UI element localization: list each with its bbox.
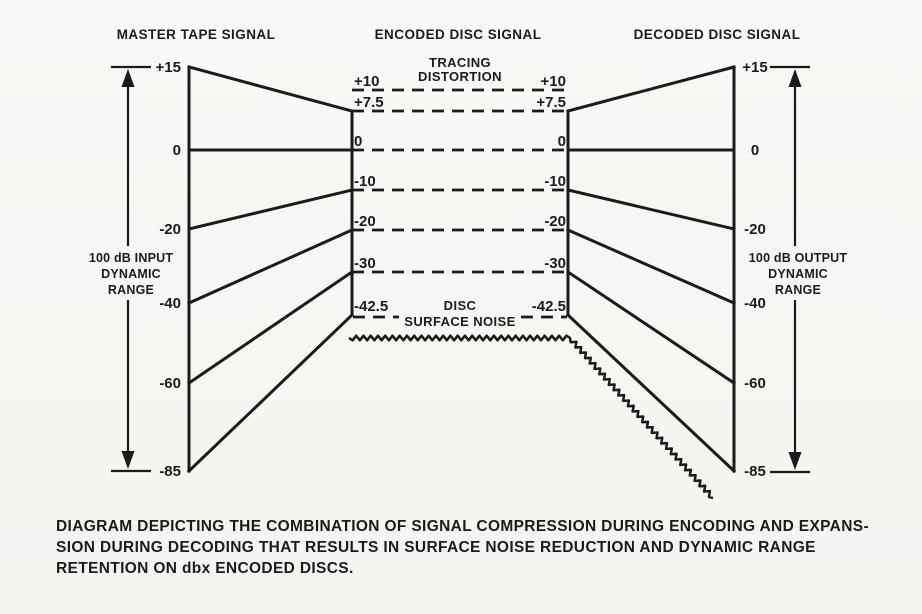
input-tick-label: -85 xyxy=(159,463,181,481)
tracing-distortion-line2: DISTORTION xyxy=(418,68,502,84)
encoded-tick-label-right: -10 xyxy=(544,173,566,190)
input-tick-label: 0 xyxy=(172,142,181,160)
input-range-arrowhead-up-icon xyxy=(122,69,135,87)
expansion-line xyxy=(568,190,734,229)
disc-surface-noise-label xyxy=(370,298,550,329)
encoded-tick-label-left: -10 xyxy=(354,173,376,190)
encoded-tick-label-left: -30 xyxy=(354,255,376,272)
compression-line xyxy=(189,67,352,111)
output-range-line3: RANGE xyxy=(774,283,822,297)
encoded-tick-label-left: -20 xyxy=(354,213,376,230)
expansion-line xyxy=(568,315,734,471)
input-tick-label: +15 xyxy=(155,59,181,77)
output-range-line2: DYNAMIC xyxy=(768,267,828,281)
encoded-tick-label-right: 0 xyxy=(557,133,566,150)
column-header-encoded-disc-signal: ENCODED DISC SIGNAL xyxy=(374,27,542,42)
compression-line xyxy=(189,190,352,229)
input-tick-label: -40 xyxy=(159,295,181,313)
expansion-line xyxy=(568,67,734,111)
encoded-tick-label-right: -42.5 xyxy=(531,298,566,315)
input-range-line3: RANGE xyxy=(107,283,155,297)
encoded-tick-label-right: +10 xyxy=(540,73,566,90)
compression-line xyxy=(189,272,352,383)
output-tick-label: -40 xyxy=(744,295,766,313)
input-tick-label: -60 xyxy=(159,375,181,393)
tracing-distortion-line1: TRACING xyxy=(428,55,492,70)
caption-line2: SION DURING DECODING THAT RESULTS IN SURFACE NOISE REDUCTION AND DYNAMIC RANGE xyxy=(56,539,816,556)
encoded-tick-label-right: -20 xyxy=(544,213,566,230)
encoded-tick-label-left: -42.5 xyxy=(354,298,389,315)
caption-line1: DIAGRAM DEPICTING THE COMBINATION OF SIGNAL COMPRESSION DURING ENCODING AND EXPANS- xyxy=(56,518,869,535)
disc-surface-noise-line1: DISC xyxy=(443,298,477,313)
output-tick-label: -20 xyxy=(744,221,766,239)
input-range-line2: DYNAMIC xyxy=(101,267,161,281)
output-tick-label: -60 xyxy=(744,375,766,393)
column-header-decoded-disc-signal: DECODED DISC SIGNAL xyxy=(633,27,801,42)
output-tick-label: 0 xyxy=(750,142,760,160)
expansion-line xyxy=(568,272,734,383)
output-tick-label: -85 xyxy=(744,463,766,481)
encoded-tick-label-left: 0 xyxy=(354,133,363,150)
output-tick-label: +15 xyxy=(742,59,768,77)
compression-line xyxy=(189,230,352,303)
encoded-tick-label-left: +7.5 xyxy=(354,94,384,111)
disc-surface-noise-wavy-line xyxy=(349,336,713,498)
caption-line3: RETENTION ON dbx ENCODED DISCS. xyxy=(56,560,354,577)
encoded-tick-label-right: +7.5 xyxy=(536,94,566,111)
output-dynamic-range-label xyxy=(731,250,865,298)
input-dynamic-range-label xyxy=(64,250,198,298)
output-range-line1: 100 dB OUTPUT xyxy=(748,251,848,265)
expansion-line xyxy=(568,230,734,303)
input-range-arrowhead-down-icon xyxy=(122,451,135,469)
column-header-master-tape-signal: MASTER TAPE SIGNAL xyxy=(116,27,276,42)
input-range-line1: 100 dB INPUT xyxy=(88,251,174,265)
encoded-tick-label-right: -30 xyxy=(544,255,566,272)
disc-surface-noise-line2: SURFACE NOISE xyxy=(404,313,516,329)
compression-line xyxy=(189,315,352,471)
figure-caption xyxy=(56,516,872,579)
encoded-tick-label-left: +10 xyxy=(354,73,380,90)
input-tick-label: -20 xyxy=(159,221,181,239)
output-range-arrowhead-up-icon xyxy=(789,69,802,87)
tracing-distortion-label xyxy=(375,56,545,83)
output-range-arrowhead-down-icon xyxy=(789,452,802,470)
